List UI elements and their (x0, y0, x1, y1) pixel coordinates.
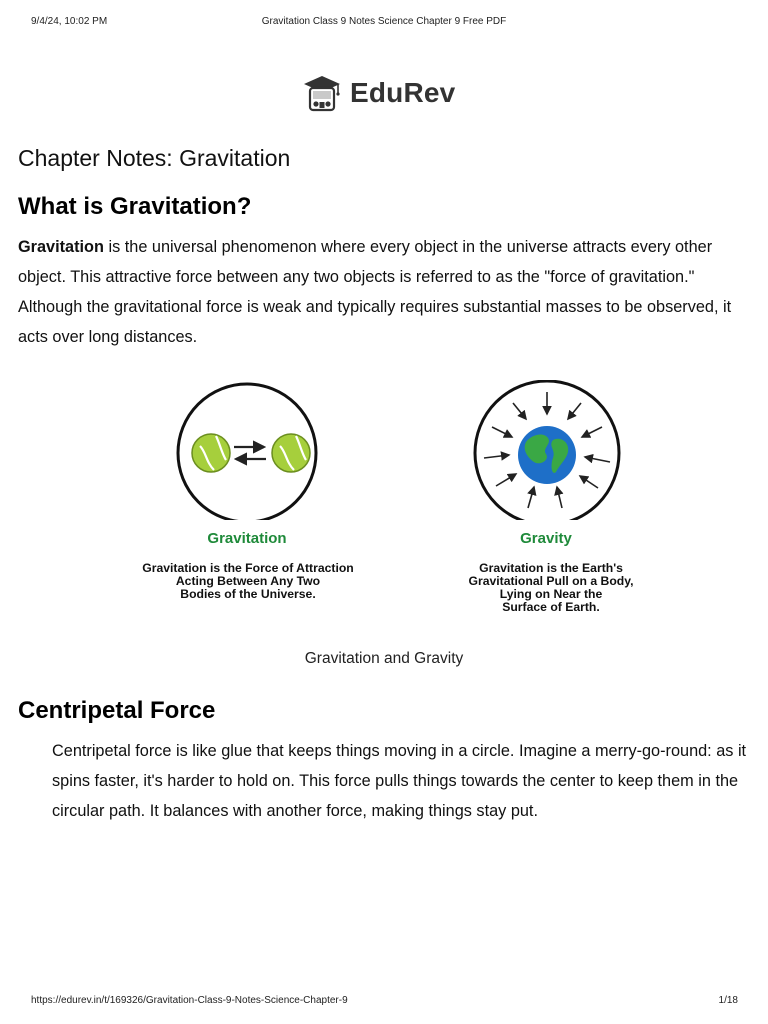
section-heading-what-is-gravitation: What is Gravitation? (18, 193, 252, 220)
intro-text: is the universal phenomenon where every object in the universe attracts every other object. This attractive force between any two objects is referred to as the "force of gravitation." Although the gravitational force is weak and typically requires substantial masses to be observed, it acts over long distances. (18, 238, 732, 346)
term-gravitation: Gravitation (18, 238, 104, 256)
print-doc-title: Gravitation Class 9 Notes Science Chapter 9 Free PDF (261, 16, 507, 27)
figure-title-gravity: Gravity (520, 530, 572, 547)
print-timestamp: 9/4/24, 10:02 PM (31, 16, 108, 27)
figure-title-gravitation: Gravitation (207, 530, 287, 547)
brand-name: EduRev (350, 77, 456, 108)
page-number: 1/18 (718, 995, 738, 1006)
print-header (0, 16, 768, 32)
figure-desc-gravity: Gravitation is the Earth's Gravitational Pull on a Body, Lying on Near the Surface of Earth. (468, 561, 634, 614)
graduate-cap-icon (302, 74, 342, 112)
left-ball-icon (192, 434, 230, 472)
chapter-title: Chapter Notes: Gravitation (18, 145, 291, 171)
figure-drawings (0, 380, 768, 520)
figure-caption: Gravitation and Gravity (304, 650, 464, 667)
edurev-logo[interactable] (302, 72, 455, 114)
print-footer (0, 995, 768, 1009)
section-heading-centripetal-force: Centripetal Force (18, 697, 216, 724)
gravitation-gravity-figure (0, 380, 768, 630)
earth-icon (518, 426, 576, 484)
page-url-link[interactable]: https://edurev.in/t/169326/Gravitation-Class-9-Notes-Science-Chapter-9 (31, 995, 348, 1006)
centripetal-paragraph: Centripetal force is like glue that keeps things moving in a circle. Imagine a merry-go-round: as it spins faster, it's harder to hold on. This force pulls things towards the center to keep them in the circular path. It balances with another force, making things stay put. (52, 742, 747, 820)
intro-paragraph (18, 232, 753, 352)
figure-desc-gravitation: Gravitation is the Force of Attraction Acting Between Any Two Bodies of the Universe. (142, 561, 354, 601)
right-ball-icon (272, 434, 310, 472)
